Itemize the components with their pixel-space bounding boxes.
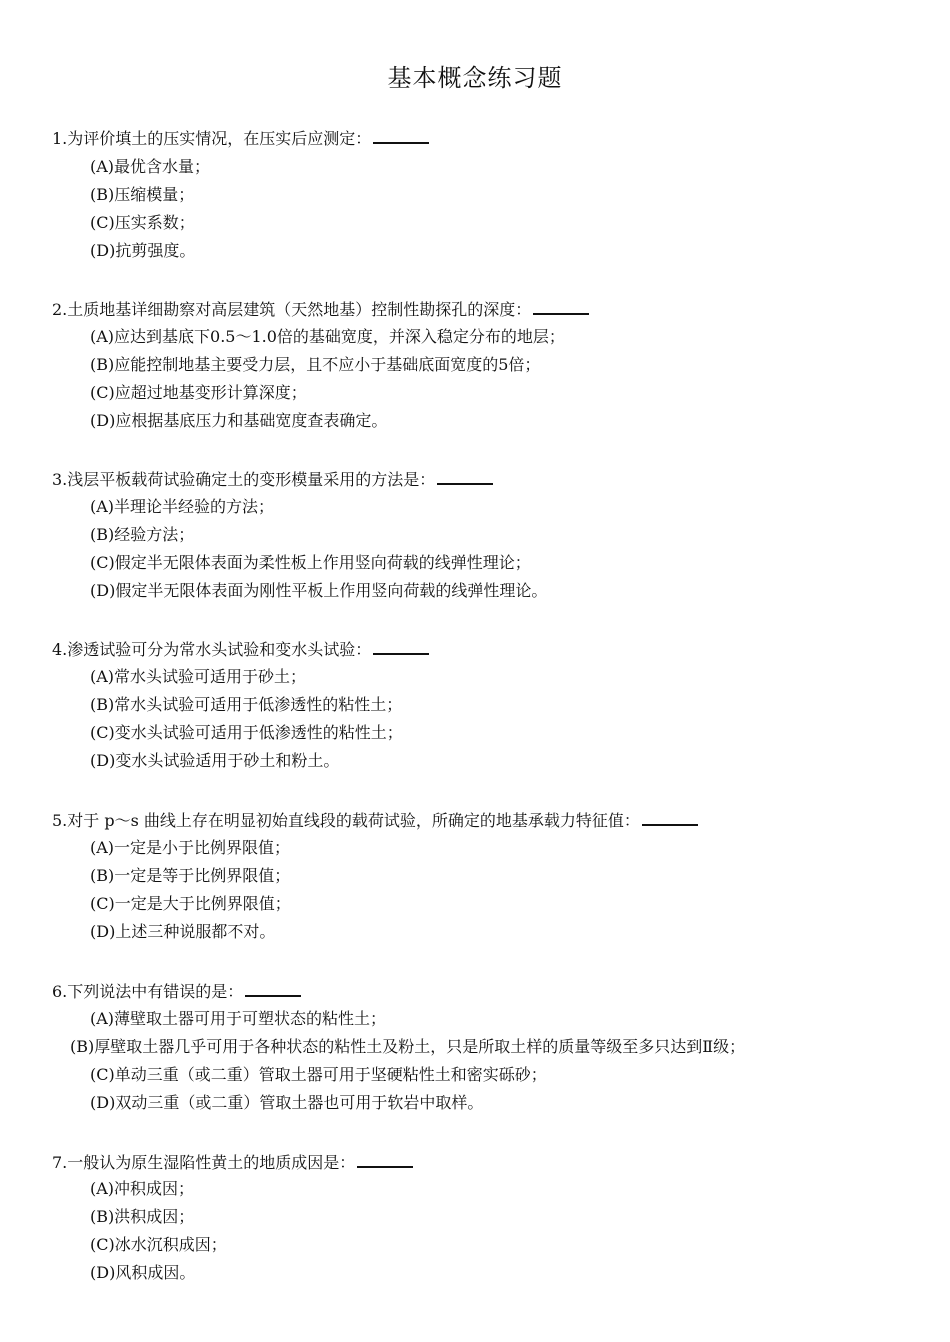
- question-stem: 2.土质地基详细勘察对高层建筑（天然地基）控制性勘探孔的深度：: [52, 299, 589, 320]
- option-b: (B)常水头试验可适用于低渗透性的粘性土；: [90, 695, 403, 714]
- option-a: (A)半理论半经验的方法；: [90, 497, 275, 516]
- option-b: (B)一定是等于比例界限值；: [90, 866, 291, 885]
- option-c: (C)冰水沉积成因；: [90, 1235, 227, 1254]
- question-stem: 5.对于 p～s 曲线上存在明显初始直线段的载荷试验，所确定的地基承载力特征值：: [52, 810, 698, 831]
- answer-blank: [642, 810, 698, 826]
- option-d: (D)假定半无限体表面为刚性平板上作用竖向荷载的线弹性理论。: [90, 581, 548, 600]
- answer-blank: [437, 469, 493, 485]
- answer-blank: [373, 639, 429, 655]
- answer-blank: [357, 1152, 413, 1168]
- option-c: (C)单动三重（或二重）管取土器可用于坚硬粘性土和密实砾砂；: [90, 1065, 547, 1084]
- page-title: 基本概念练习题: [387, 64, 563, 92]
- option-b: (B)压缩模量；: [90, 185, 195, 204]
- answer-blank: [245, 981, 301, 997]
- option-b: (B)洪积成因；: [90, 1207, 195, 1226]
- option-c: (C)假定半无限体表面为柔性板上作用竖向荷载的线弹性理论；: [90, 553, 531, 572]
- option-d: (D)双动三重（或二重）管取土器也可用于软岩中取样。: [90, 1093, 484, 1112]
- option-c: (C)应超过地基变形计算深度；: [90, 383, 307, 402]
- option-a: (A)冲积成因；: [90, 1179, 195, 1198]
- option-c: (C)一定是大于比例界限值；: [90, 894, 291, 913]
- option-d: (D)应根据基底压力和基础宽度查表确定。: [90, 411, 388, 430]
- question-stem: 4.渗透试验可分为常水头试验和变水头试验：: [52, 639, 429, 660]
- option-c: (C)变水头试验可适用于低渗透性的粘性土；: [90, 723, 403, 742]
- question-stem: 6.下列说法中有错误的是：: [52, 981, 301, 1002]
- option-a: (A)薄壁取土器可用于可塑状态的粘性土；: [90, 1009, 387, 1028]
- answer-blank: [373, 128, 429, 144]
- option-d: (D)风积成因。: [90, 1263, 196, 1282]
- option-a: (A)最优含水量；: [90, 157, 211, 176]
- question-stem: 7.一般认为原生湿陷性黄土的地质成因是：: [52, 1152, 413, 1173]
- option-a: (A)应达到基底下0.5～1.0倍的基础宽度，并深入稳定分布的地层；: [90, 327, 565, 346]
- answer-blank: [533, 299, 589, 315]
- option-b: (B)厚壁取土器几乎可用于各种状态的粘性土及粉土，只是所取土样的质量等级至多只达到Ⅱ级；: [70, 1037, 746, 1056]
- option-c: (C)压实系数；: [90, 213, 195, 232]
- question-stem: 3.浅层平板载荷试验确定土的变形模量采用的方法是：: [52, 469, 493, 490]
- option-a: (A)常水头试验可适用于砂土；: [90, 667, 307, 686]
- option-d: (D)抗剪强度。: [90, 241, 196, 260]
- option-a: (A)一定是小于比例界限值；: [90, 838, 291, 857]
- option-b: (B)应能控制地基主要受力层，且不应小于基础底面宽度的5倍；: [90, 355, 541, 374]
- option-b: (B)经验方法；: [90, 525, 195, 544]
- option-d: (D)上述三种说服都不对。: [90, 922, 276, 941]
- question-stem: 1.为评价填土的压实情况，在压实后应测定：: [52, 128, 429, 149]
- option-d: (D)变水头试验适用于砂土和粉土。: [90, 751, 340, 770]
